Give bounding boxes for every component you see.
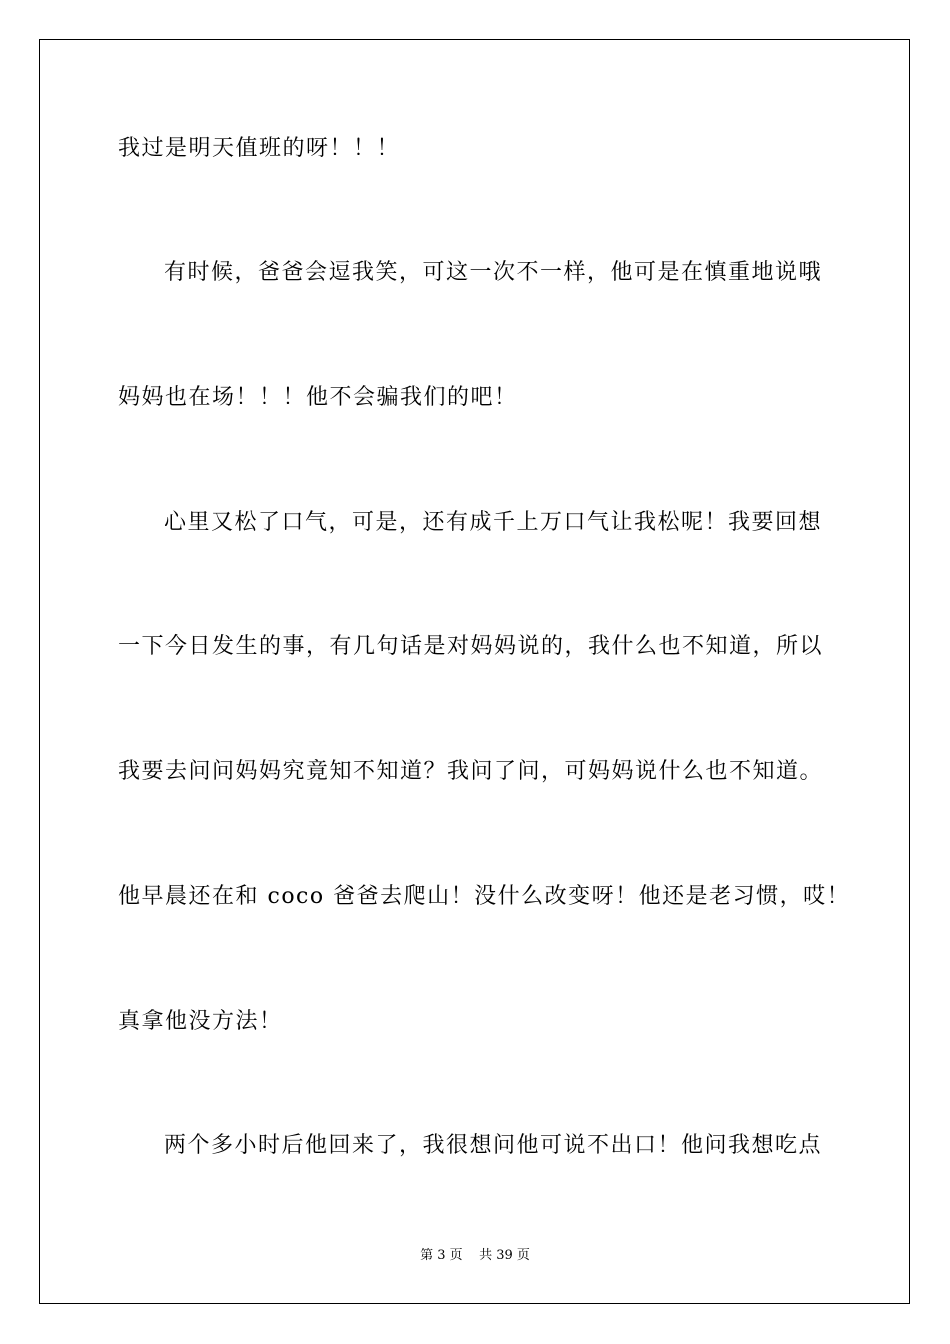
text-line-4: 心里又松了口气，可是，还有成千上万口气让我松呢！我要回想 (164, 510, 823, 535)
text-line-8: 真拿他没方法！ (118, 1009, 283, 1034)
page-border (39, 39, 910, 1304)
text-line-7: 他早晨还在和 coco 爸爸去爬山！没什么改变呀！他还是老习惯，哎！ (118, 884, 851, 909)
text-line-9: 两个多小时后他回来了，我很想问他可说不出口！他问我想吃点 (164, 1133, 823, 1158)
text-line-6: 我要去问问妈妈究竟知不知道？我问了问，可妈妈说什么也不知道。 (118, 759, 824, 784)
text-line-2: 有时候，爸爸会逗我笑，可这一次不一样，他可是在慎重地说哦 (164, 260, 823, 285)
text-line-1: 我过是明天值班的呀！！！ (118, 136, 401, 161)
page-number-footer: 第 3 页 共 39 页 (420, 1248, 530, 1263)
text-line-5: 一下今日发生的事，有几句话是对妈妈说的，我什么也不知道，所以 (118, 634, 824, 659)
text-line-3: 妈妈也在场！！！他不会骗我们的吧！ (118, 385, 518, 410)
